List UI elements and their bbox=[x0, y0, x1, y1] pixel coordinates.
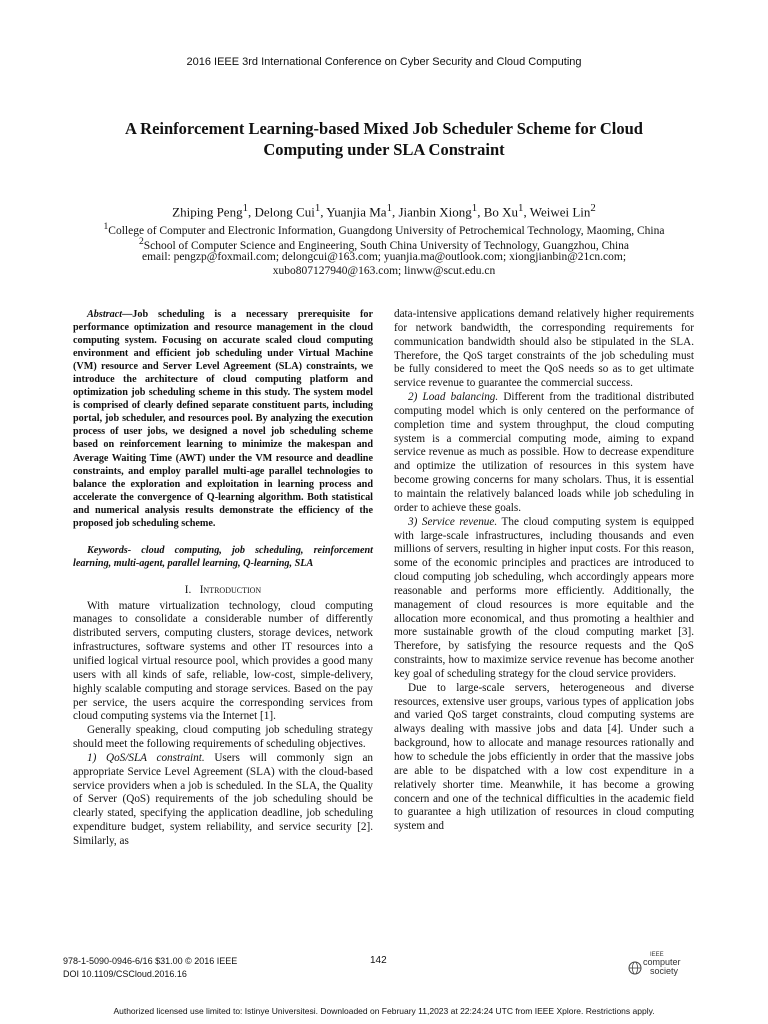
separator: , bbox=[248, 204, 255, 220]
affiliation-mark: 1 bbox=[518, 202, 524, 214]
separator: , bbox=[477, 204, 484, 220]
separator: , bbox=[320, 204, 327, 220]
left-column bbox=[73, 308, 373, 849]
affiliation-mark: 2 bbox=[138, 236, 144, 247]
affiliation-mark: 1 bbox=[386, 202, 392, 214]
author-list bbox=[0, 202, 768, 220]
abstract-text: Job scheduling is a necessary prerequisite for performance optimization and resource management in the cloud computing system. Focusing on accurate scaled cloud computing environment and efficient job scheduling under Virtual Machine (VM) resource and Server Level Agreement (SLA) constraints, we introduce the architecture of cloud computing platform and optimization job scheduling scheme in this study. The system model is comprised of clearly defined separate constituent parts, including portal, job scheduler, and resources pool. By analyzing the execution process of user jobs, we designed a novel job scheduling scheme based on reinforcement learning to minimize the makespan and Average Waiting Time (AWT) under the VM resource and deadline constraints, and employ parallel multi-age parallel technologies to balance the exploration and exploitation in learning process and accelerate the convergence of Q-learning algorithm. Both statistical and numerical analysis results demonstrate the efficiency of the proposed job scheduling scheme. bbox=[73, 309, 373, 529]
paragraph bbox=[394, 391, 694, 516]
paragraph bbox=[73, 752, 373, 849]
item-label: 1) QoS/SLA constraint. bbox=[87, 751, 205, 764]
license-notice: Authorized licensed use limited to: Istinye Universitesi. Downloaded on February 11,2023 at 22:24:24 UTC from IEEE Xplore. Restrictions apply. bbox=[113, 1006, 655, 1016]
author-name: Zhiping Peng bbox=[172, 204, 243, 220]
affiliation-mark: 2 bbox=[590, 202, 596, 214]
item-text: The cloud computing system is equipped with large-scale infrastructures, including thousands and even millions of servers, resulting in higher input costs. For this reason, some of the economic principles and practices are introduced to cloud computing job scheduling, whch accordingly appears more reasonable and performs more efficiently. Additionally, the management of cloud resources is more equitable and the allocation more economical, and thus promoting a healthier and more sustainable growth of the cloud computing market [3]. Therefore, by satisfying the resource requests and the QoS constraints, how to maximize service revenue has become another key goal of scheduling strategy for the cloud service providers. bbox=[394, 515, 694, 680]
title-line-2: Computing under SLA Constraint bbox=[263, 140, 505, 159]
paragraph: Due to large-scale servers, heterogeneous and diverse resources, extensive user groups, various types of application jobs and varied QoS target constraints, cloud computing systems are always dealing with massive jobs and data [4]. Under such a background, how to allocate and manage resources rationally and how to schedule the jobs efficiently in order that the massive jobs are able to be dispatched with a low cost expenditure in a relatively shorter time. Meanwhile, it has become a growing concern and one of the technical difficulties in the academic field to guarantee a high utilization of resources in cloud computing system and bbox=[394, 681, 694, 833]
section-heading bbox=[73, 584, 373, 598]
paper-title bbox=[90, 118, 678, 160]
keywords: Keywords- cloud computing, job scheduling, reinforcement learning, multi-agent, parallel learning, Q-learning, SLA bbox=[73, 544, 373, 569]
affiliation-mark: 1 bbox=[314, 202, 321, 214]
isbn-line: 978-1-5090-0946-6/16 $31.00 © 2016 IEEE bbox=[63, 956, 238, 966]
logo-computer-text: computer bbox=[643, 957, 681, 967]
author-name: Yuanjia Ma bbox=[326, 204, 387, 220]
separator: , bbox=[523, 204, 530, 220]
item-text: Different from the traditional distributed computing model which is only centered on the performance of completion time and system throughput, the cloud computing system is a commercial computing mode, aiming to expand service revenue as much as possible. How to decrease expenditure and optimize the utilization of resources in this system have become growing concerns for many scholars. Thus, it is essential to maintain the relatively balanced loads while job scheduling in order to achieve these goals. bbox=[394, 391, 694, 514]
affiliation-mark: 1 bbox=[242, 202, 248, 214]
affiliation-text: College of Computer and Electronic Information, Guangdong University of Petrochemical Technology, Maoming, China bbox=[108, 224, 665, 237]
paragraph: With mature virtualization technology, cloud computing manages to consolidate a considerable number of differently distributed servers, computing clusters, storage devices, network infrastructures, software systems and other IT resources into a unified logical virtual resource pool, which provides a good many users with all kinds of safe, reliable, low-cost, simple-delivery, highly scalable computing and storage services. Based on the pay per service, the users acquire the corresponding services from cloud computing systems via the Internet [1]. bbox=[73, 599, 373, 723]
item-text: Users will commonly sign an appropriate Service Level Agreement (SLA) with the cloud-based service providers when a job is scheduled. In the SLA, the Quality of Server (QoS) requirements of the job scheduling should be clearly stated, specifying the application deadline, job scheduling expenditure budget, system reliability, and service security [2]. Similarly, as bbox=[73, 751, 373, 847]
affiliation-2 bbox=[0, 236, 768, 252]
author-name: Bo Xu bbox=[483, 204, 519, 220]
item-label: 3) Service revenue. bbox=[408, 515, 498, 528]
conference-header: 2016 IEEE 3rd International Conference on Cyber Security and Cloud Computing bbox=[186, 56, 582, 68]
abstract-dash: — bbox=[122, 309, 133, 320]
author-name: Delong Cui bbox=[254, 204, 315, 220]
footer-publication-info bbox=[63, 955, 237, 981]
section-number: I. bbox=[184, 583, 192, 596]
globe-icon bbox=[628, 961, 642, 975]
paragraph bbox=[394, 516, 694, 682]
section-title: Introduction bbox=[199, 583, 262, 596]
abstract-label: Abstract bbox=[87, 309, 123, 320]
separator: , bbox=[391, 204, 399, 220]
email-line-2: xubo807127940@163.com; linww@scut.edu.cn bbox=[272, 265, 496, 277]
paragraph: data-intensive applications demand relatively higher requirements for network bandwidth, the corresponding requirements for communication bandwidth should also be stipulated in the SLA. Therefore, the QoS target constraints of the job scheduling must be fully considered to meet the QoS needs so as to get ultimate service revenue to guarantee the commercial success. bbox=[394, 308, 694, 390]
item-label: 2) Load balancing. bbox=[408, 391, 499, 404]
logo-society-text: society bbox=[650, 966, 679, 976]
page-number: 142 bbox=[370, 955, 387, 966]
title-line-1: A Reinforcement Learning-based Mixed Job Scheduler Scheme for Cloud bbox=[125, 119, 643, 138]
author-name: Jianbin Xiong bbox=[398, 204, 472, 220]
doi-line: DOI 10.1109/CSCloud.2016.16 bbox=[63, 969, 187, 979]
email-line-1: email: pengzp@foxmail.com; delongcui@163.com; yuanjia.ma@outlook.com; xiongjianbin@21cn.com; bbox=[141, 251, 627, 263]
affiliation-mark: 1 bbox=[471, 202, 478, 214]
abstract bbox=[73, 308, 373, 530]
affiliation-text: School of Computer Science and Engineering, South China University of Technology, Guangzhou, China bbox=[143, 239, 630, 252]
author-name: Weiwei Lin bbox=[529, 204, 591, 220]
logo-ieee-text: IEEE bbox=[650, 952, 664, 958]
affiliation-mark: 1 bbox=[103, 221, 109, 232]
computer-society-logo bbox=[628, 952, 698, 978]
affiliation-1 bbox=[0, 221, 768, 237]
paragraph: Generally speaking, cloud computing job scheduling strategy should meet the following requirements of scheduling objectives. bbox=[73, 724, 373, 751]
right-column bbox=[394, 308, 694, 834]
